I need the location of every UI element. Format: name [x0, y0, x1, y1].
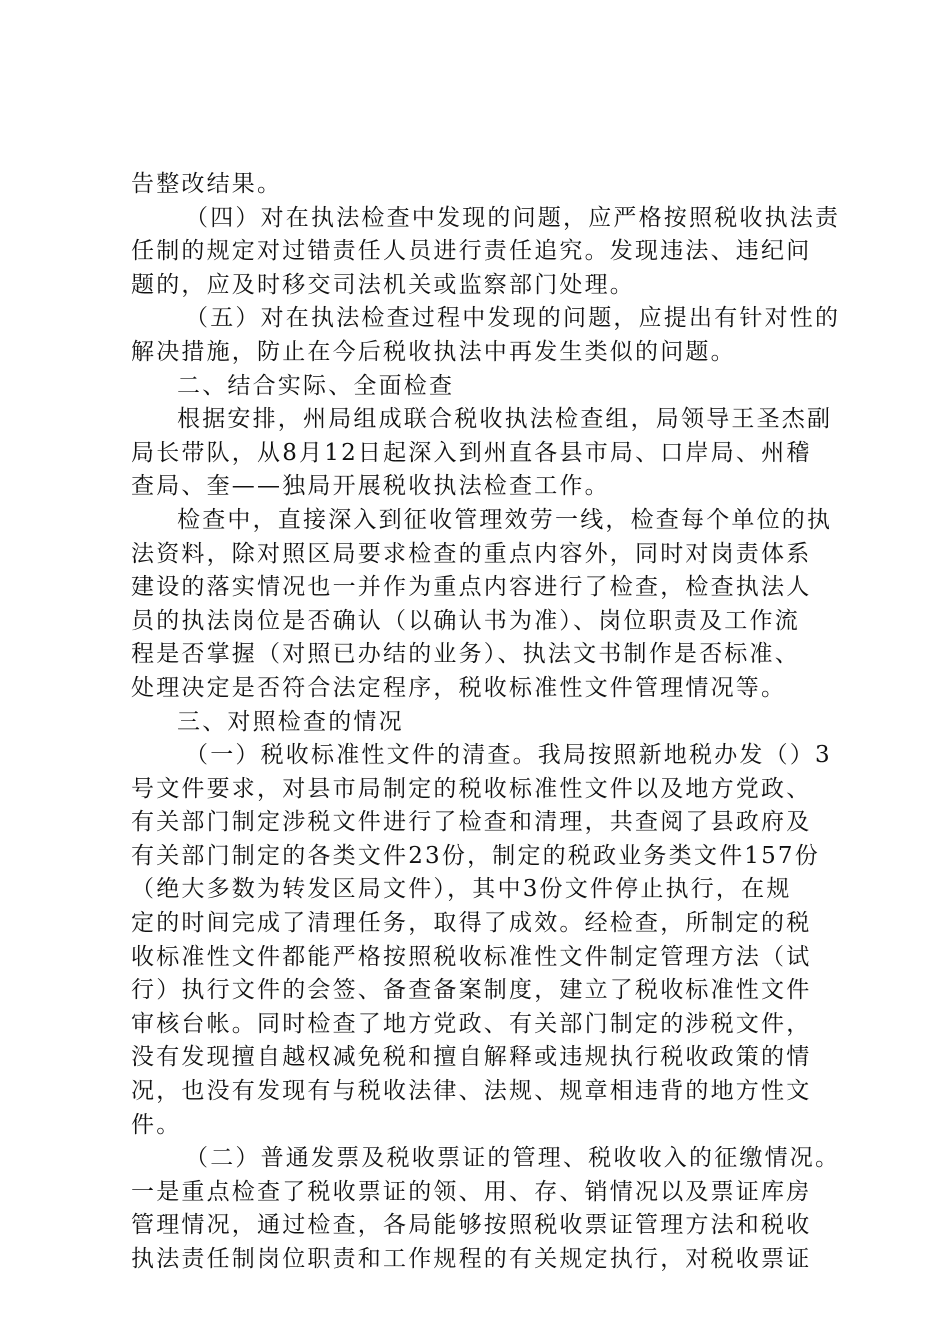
body-line: 法资料，除对照区局要求检查的重点内容外，同时对岗责体系 — [131, 540, 812, 567]
body-line: 定的时间完成了清理任务，取得了成效。经检查，所制定的税 — [131, 910, 812, 937]
body-line: 件。 — [131, 1111, 182, 1138]
section-two-heading: 二、结合实际、全面检查 — [177, 372, 455, 399]
body-line: 一是重点检查了税收票证的领、用、存、销情况以及票证库房 — [131, 1178, 812, 1205]
clause-four-heading-line: （四）对在执法检查中发现的问题，应严格按照税收执法责 — [185, 204, 841, 231]
body-line: 查局、奎——独局开展税收执法检查工作。 — [131, 473, 610, 500]
paragraph-start-line: 根据安排，州局组成联合税收执法检查组，局领导王圣杰副 — [177, 406, 833, 433]
clause-two-heading-line: （二）普通发票及税收票证的管理、税收收入的征缴情况。 — [185, 1145, 841, 1172]
body-line: 行）执行文件的会签、备查备案制度，建立了税收标准性文件 — [131, 977, 812, 1004]
body-line: 员的执法岗位是否确认（以确认书为准）、岗位职责及工作流 — [131, 607, 800, 634]
body-line: （绝大多数为转发区局文件），其中3份文件停止执行，在规 — [131, 876, 792, 903]
body-line: 任制的规定对过错责任人员进行责任追究。发现违法、违纪问 — [131, 238, 812, 265]
body-line: 没有发现擅自越权减免税和擅自解释或违规执行税收政策的情 — [131, 1044, 812, 1071]
body-line: 建设的落实情况也一并作为重点内容进行了检查，检查执法人 — [131, 574, 812, 601]
body-line: 管理情况，通过检查，各局能够按照税收票证管理方法和税收 — [131, 1212, 812, 1239]
body-line: 有关部门制定涉税文件进行了检查和清理，共查阅了县政府及 — [131, 809, 812, 836]
body-line: 处理决定是否符合法定程序，税收标准性文件管理情况等。 — [131, 674, 787, 701]
body-line: 审核台帐。同时检查了地方党政、有关部门制定的涉税文件， — [131, 1010, 812, 1037]
paragraph-start-line: 检查中，直接深入到征收管理效劳一线，检查每个单位的执 — [177, 506, 833, 533]
document-body — [131, 168, 841, 1277]
body-line: 告整改结果。 — [131, 171, 283, 197]
body-line: 有关部门制定的各类文件23份，制定的税政业务类文件157份 — [131, 842, 820, 869]
body-line: 收标准性文件都能严格按照税收标准性文件制定管理方法（试 — [131, 943, 812, 970]
body-line: 执法责任制岗位职责和工作规程的有关规定执行，对税收票证 — [131, 1246, 812, 1272]
clause-one-heading-line: （一）税收标准性文件的清查。我局按照新地税办发（）3 — [185, 742, 832, 769]
body-line: 题的，应及时移交司法机关或监察部门处理。 — [131, 271, 635, 298]
body-line: 局长带队，从8月12日起深入到州直各县市局、口岸局、州稽 — [131, 439, 812, 466]
body-line: 号文件要求，对县市局制定的税收标准性文件以及地方党政、 — [131, 775, 812, 802]
clause-five-heading-line: （五）对在执法检查过程中发现的问题，应提出有针对性的 — [185, 305, 841, 332]
body-line: 况，也没有发现有与税收法律、法规、规章相违背的地方性文 — [131, 1078, 812, 1105]
body-line: 程是否掌握（对照已办结的业务）、执法文书制作是否标准、 — [131, 641, 800, 668]
section-three-heading: 三、对照检查的情况 — [177, 708, 404, 735]
body-line: 解决措施，防止在今后税收执法中再发生类似的问题。 — [131, 338, 736, 365]
